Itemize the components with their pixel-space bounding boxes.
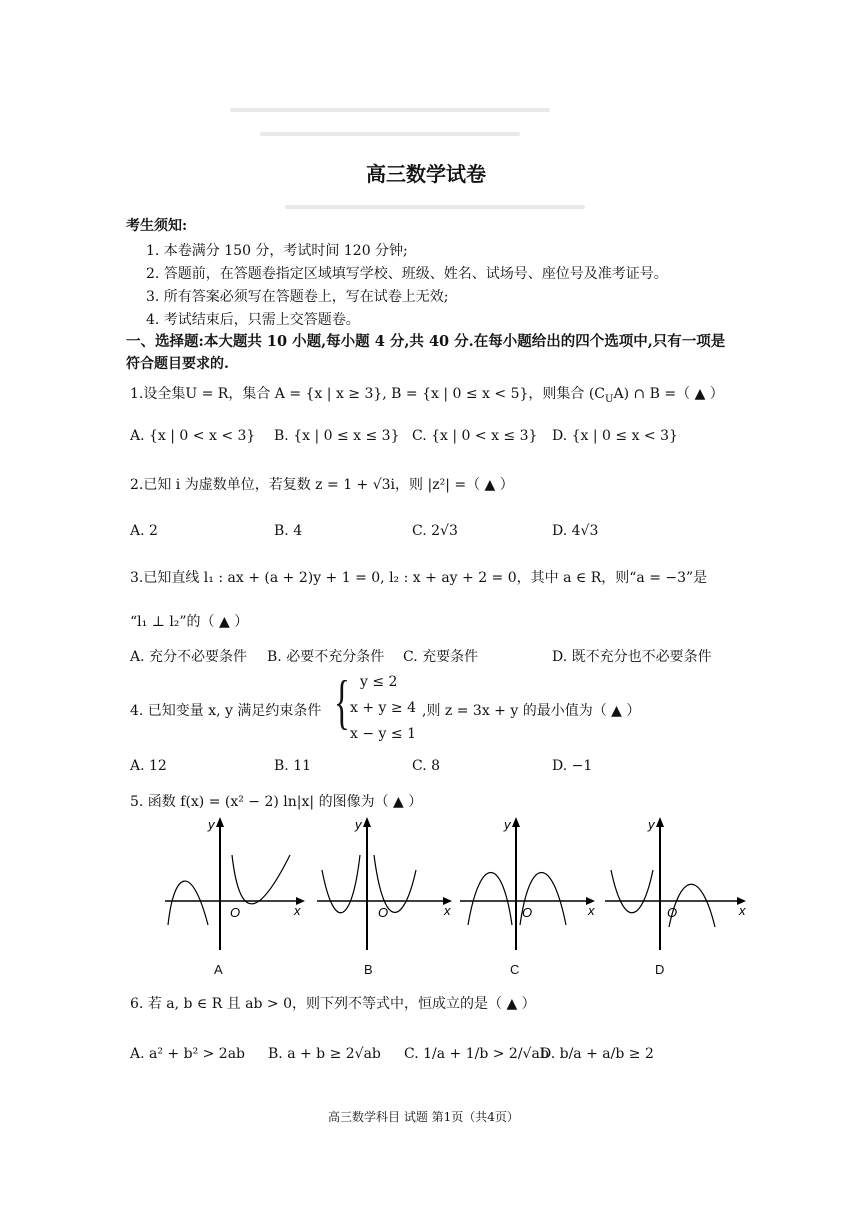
- y-axis-label: y: [648, 817, 655, 832]
- question-6-option-c: C. 1/a + 1/b > 2/√ab: [404, 1046, 549, 1062]
- question-1-option-c: C. {x | 0 < x ≤ 3}: [412, 428, 538, 444]
- question-3-option-d: D. 既不充分也不必要条件: [552, 649, 712, 665]
- question-5-stem: 5. 函数 f(x) = (x² − 2) ln|x| 的图像为（ ▲ ）: [130, 794, 423, 810]
- question-1-option-a: A. {x | 0 < x < 3}: [130, 428, 256, 444]
- question-3-option-b: B. 必要不充分条件: [267, 649, 385, 665]
- x-axis-label: x: [588, 903, 595, 918]
- header-smudge: [260, 132, 520, 136]
- section-heading: 一、选择题:本大题共 10 小题,每小题 4 分,共 40 分.在每小题给出的四个选项中,只有一项是: [126, 333, 726, 350]
- question-6-stem: 6. 若 a, b ∈ R 且 ab > 0，则下列不等式中，恒成立的是（ ▲ ）: [130, 996, 536, 1012]
- x-axis-label: x: [294, 903, 301, 918]
- origin-label: O: [667, 905, 678, 920]
- x-axis-label: x: [444, 903, 451, 918]
- origin-label: O: [522, 905, 533, 920]
- question-4-option-c: C. 8: [412, 758, 441, 774]
- graph-a-label: A: [214, 962, 223, 977]
- page-title: 高三数学试卷: [366, 162, 486, 186]
- question-3-stem: 3.已知直线 l₁ : ax + (a + 2)y + 1 = 0, l₂ : x + ay + 2 = 0，其中 a ∈ R，则“a = −3”是: [130, 570, 708, 586]
- question-4-stem-cont: ,则 z = 3x + y 的最小值为（ ▲ ）: [422, 703, 641, 719]
- question-3-option-c: C. 充要条件: [403, 649, 479, 665]
- section-heading-cont: 符合题目要求的.: [126, 356, 229, 372]
- constraint-3: x − y ≤ 1: [350, 726, 416, 742]
- y-axis-label: y: [504, 817, 511, 832]
- notice-item: 2. 答题前，在答题卷指定区域填写学校、班级、姓名、试场号、座位号及准考证号。: [146, 266, 668, 282]
- notice-heading: 考生须知:: [126, 218, 188, 234]
- x-axis-label: x: [739, 903, 746, 918]
- question-2-option-b: B. 4: [274, 523, 303, 539]
- graph-c-label: C: [510, 962, 520, 977]
- notice-item: 4. 考试结束后，只需上交答题卷。: [146, 312, 360, 328]
- y-axis-label: y: [355, 817, 362, 832]
- graph-d-label: D: [655, 962, 665, 977]
- y-axis-label: y: [208, 817, 215, 832]
- question-4-stem: 4. 已知变量 x, y 满足约束条件: [130, 703, 322, 719]
- constraint-brace: {: [334, 669, 350, 735]
- question-2-stem: 2.已知 i 为虚数单位，若复数 z = 1 + √3i，则 |z²| =（ ▲ ）: [130, 477, 514, 493]
- question-6-option-d: D. b/a + a/b ≥ 2: [540, 1046, 654, 1062]
- question-1-option-d: D. {x | 0 ≤ x < 3}: [552, 428, 678, 444]
- question-3-option-a: A. 充分不必要条件: [130, 649, 248, 665]
- graph-b: [312, 815, 462, 955]
- constraint-1: y ≤ 2: [360, 674, 398, 690]
- question-4-option-d: D. −1: [552, 758, 593, 774]
- origin-label: O: [378, 905, 389, 920]
- constraint-2: x + y ≥ 4: [350, 700, 416, 716]
- question-4-option-b: B. 11: [274, 758, 312, 774]
- question-6-option-b: B. a + b ≥ 2√ab: [268, 1046, 381, 1062]
- question-2-option-c: C. 2√3: [412, 523, 458, 539]
- question-1-stem: 1.设全集U = R，集合 A = {x | x ≥ 3}, B = {x | 0 ≤ x < 5}，则集合 $(C_UA)$ ∩ B =（ ▲ ）: [130, 386, 724, 405]
- question-6-option-a: A. a² + b² > 2ab: [130, 1046, 246, 1062]
- origin-label: O: [230, 905, 241, 920]
- graph-d: [603, 815, 753, 955]
- question-2-option-a: A. 2: [130, 523, 158, 539]
- question-3-stem-cont: “l₁ ⊥ l₂”的（ ▲ ）: [130, 614, 249, 630]
- question-1-option-b: B. {x | 0 ≤ x ≤ 3}: [274, 428, 400, 444]
- graph-a: [160, 815, 310, 955]
- question-4-option-a: A. 12: [130, 758, 167, 774]
- page-footer: 高三数学科目 试题 第1页（共4页）: [328, 1110, 519, 1124]
- graph-c: [458, 815, 608, 955]
- header-smudge: [230, 108, 550, 112]
- question-2-option-d: D. 4√3: [552, 523, 599, 539]
- subtitle-smudge: [285, 205, 585, 209]
- notice-item: 3. 所有答案必须写在答题卷上，写在试卷上无效;: [146, 289, 449, 305]
- graph-b-label: B: [364, 962, 373, 977]
- notice-item: 1. 本卷满分 150 分，考试时间 120 分钟;: [146, 243, 408, 259]
